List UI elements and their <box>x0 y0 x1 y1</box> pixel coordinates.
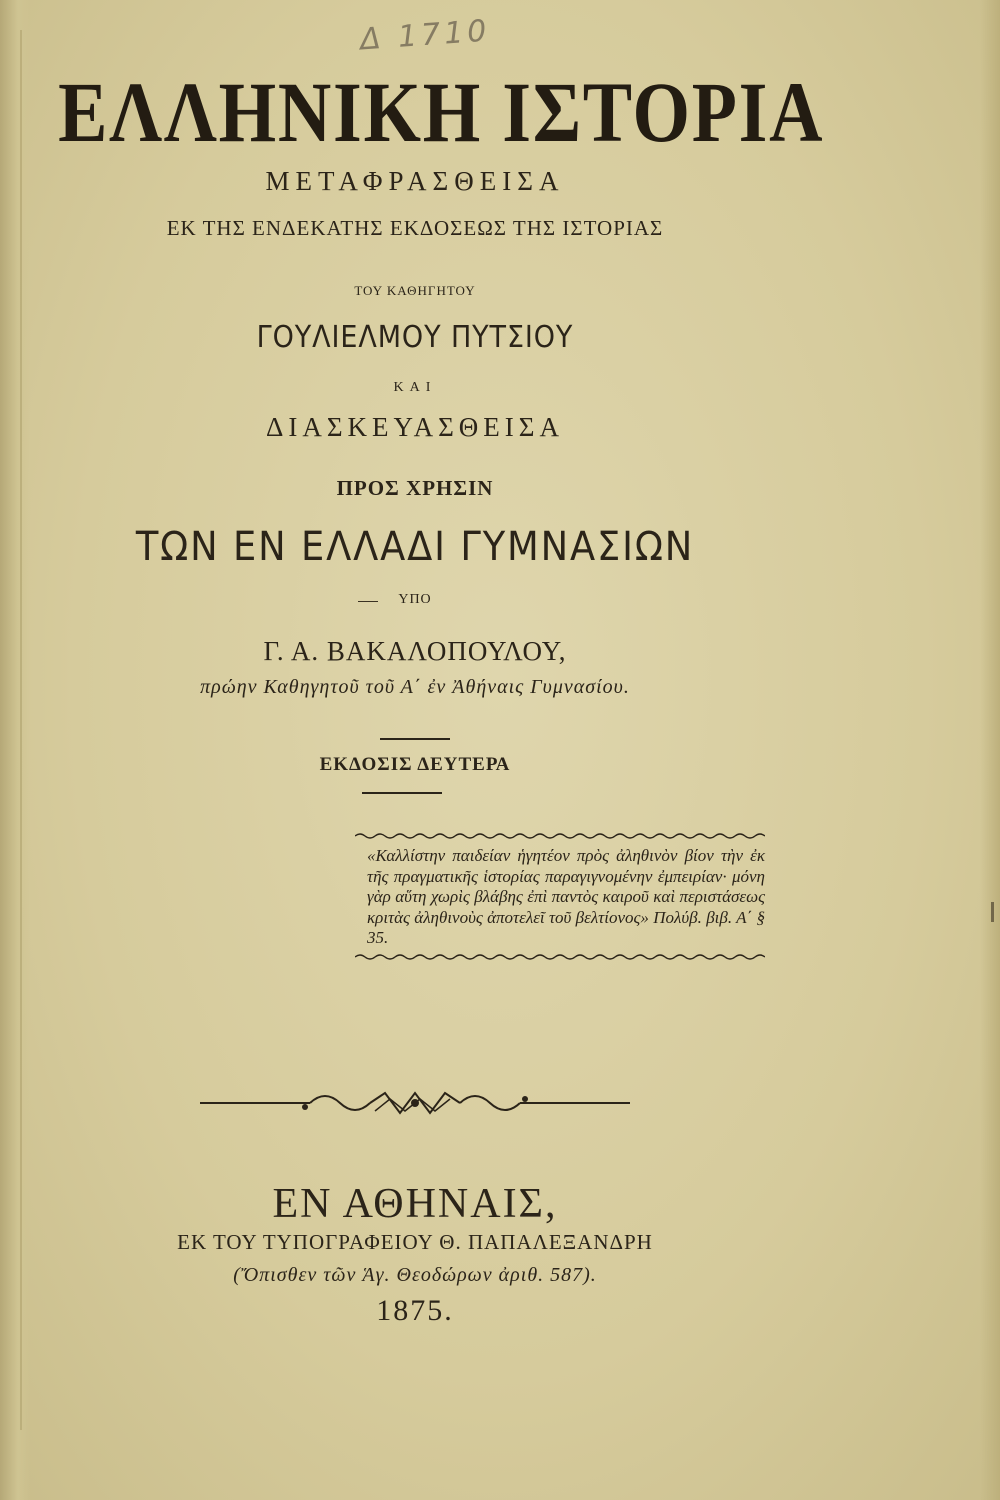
publication-year: 1875. <box>376 1294 454 1327</box>
edition-source-line: ΕΚ ΤΗΣ ΕΝΔΕΚΑΤΗΣ ΕΚΔΟΣΕΩΣ ΤΗΣ ΙΣΤΟΡΙΑΣ <box>166 216 664 240</box>
adapted-line: ΔΙΑΣΚΕΥΑΣΘΕΙΣΑ <box>265 412 565 442</box>
translator-name: Γ. Α. ΒΑΚΑΛΟΠΟΥΛΟΥ, <box>263 636 567 666</box>
of-professor-line: ΤΟΥ ΚΑΘΗΓΗΤΟΥ <box>354 283 476 298</box>
place-of-publication: ΕΝ ΑΘΗΝΑΙΣ, <box>272 1181 558 1227</box>
translated-line: ΜΕΤΑΦΡΑΣΘΕΙΣΑ <box>265 166 565 196</box>
original-author: ΓΟΥΛΙΕΛΜΟΥ ΠΥΤΣΙΟΥ <box>256 320 574 355</box>
edge-mark <box>991 902 994 922</box>
and-line: ΚΑΙ <box>393 380 437 395</box>
by-line: ΥΠΟ <box>398 592 432 607</box>
printer-line: ΕΚ ΤΟΥ ΤΥΠΟΓΡΑΦΕΙΟΥ Θ. ΠΑΠΑΛΕΞΑΝΔΡΗ <box>177 1230 653 1254</box>
epigraph-box <box>355 832 765 961</box>
for-use-line: ΠΡΟΣ ΧΡΗΣΙΝ <box>336 476 494 500</box>
epigraph-bottom-wavy-rule <box>355 953 765 961</box>
book-title: ΕΛΛΗΝΙΚΗ ΙΣΤΟΡΙΑ <box>58 64 825 160</box>
gymnasia-line: ΤΩΝ ΕΝ ΕΛΛΑΔΙ ΓΥΜΝΑΣΙΩΝ <box>135 524 695 570</box>
printers-ornament <box>200 1085 630 1121</box>
epigraph-text: «Καλλίστην παιδείαν ἡγητέον πρὸς ἀληθινὸν βίον τὴν ἐκ τῆς πραγματικῆς ἱστορίας παραγιγνομένην ἐμπειρίαν· μόνη γὰρ αὕτη χωρὶς βλάβης ἐπὶ παντὸς καιροῦ καὶ περιστάσεως κριτὰς ἀληθινοὺς ἀποτελεῖ τοῦ βελτίονος» Πολύβ. βιβ. Α΄ § 35. <box>367 846 765 947</box>
printer-address: (Ὄπισθεν τῶν Ἁγ. Θεοδώρων ἀριθ. 587). <box>233 1264 597 1286</box>
epigraph-top-wavy-rule <box>355 832 765 840</box>
edition-statement: ΕΚΔΟΣΙΣ ΔΕΥΤΕΡΑ <box>319 754 511 775</box>
edition-rule-bottom <box>362 792 442 794</box>
page-right-edge <box>980 0 1000 1500</box>
translator-title: πρώην Καθηγητοῦ τοῦ Α΄ ἐν Ἀθήναις Γυμνασίου. <box>200 676 630 698</box>
handwritten-shelfmark: Δ 1710 <box>358 13 492 58</box>
edition-rule-top <box>380 738 450 740</box>
